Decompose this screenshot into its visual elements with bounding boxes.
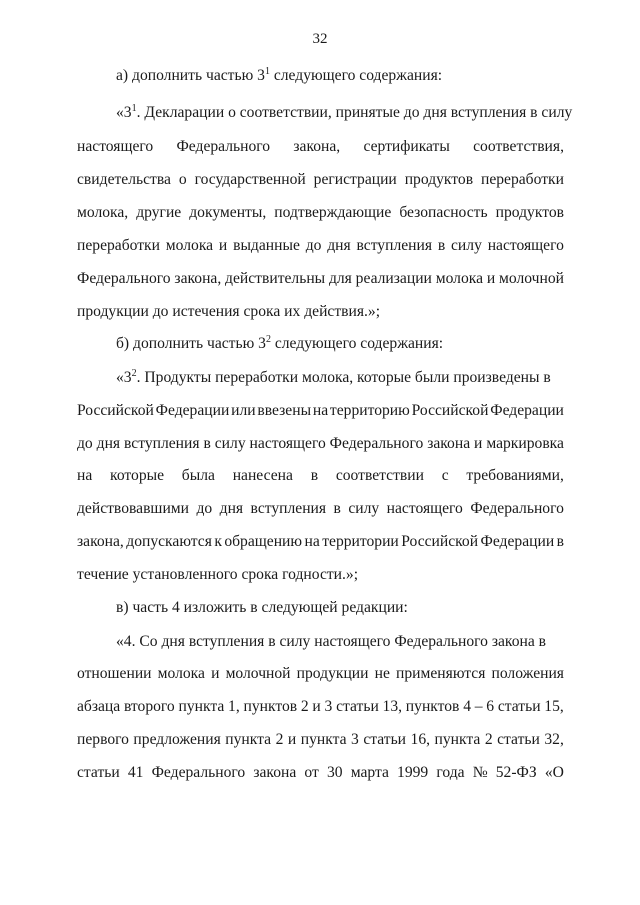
word: другие	[136, 204, 182, 221]
word: или	[231, 402, 256, 419]
word: статьи	[77, 764, 120, 781]
word: №	[472, 764, 488, 781]
section-a-quote-first-line: «$3^1$. Декларации о соответствии, принятые до дня вступления в силу	[116, 103, 573, 121]
word: 3	[351, 731, 359, 748]
section-c-line	[77, 664, 564, 684]
word: Российской	[401, 533, 479, 550]
section-b-line	[77, 401, 564, 421]
word: пункта	[300, 731, 347, 748]
word: Федерации	[490, 402, 564, 419]
word: молочной	[225, 665, 291, 682]
word: в	[437, 237, 446, 254]
section-c-intro: в) часть 4 изложить в следующей редакции:	[116, 599, 408, 616]
word: 52-ФЗ	[495, 764, 537, 781]
word: Федерации	[155, 402, 230, 419]
word: о	[178, 171, 187, 188]
word: статьи	[497, 698, 541, 715]
word: Федерального	[470, 500, 564, 517]
word: сертификаты	[363, 138, 450, 155]
word: настоящего	[249, 435, 326, 452]
word: силу	[451, 237, 482, 254]
word: в	[333, 500, 341, 517]
word: Российской	[77, 402, 154, 419]
word: 2	[275, 731, 284, 748]
word: закона,	[77, 533, 124, 550]
section-c-quote-first-line: «4. Со дня вступления в силу настоящего Федерального закона в	[116, 633, 547, 650]
word: продуктов	[404, 171, 474, 188]
word: вступления	[356, 237, 433, 254]
word: вступления	[250, 500, 327, 517]
word: закона,	[293, 138, 341, 155]
word: переработки	[480, 171, 564, 188]
word: маркировка	[486, 435, 564, 452]
word: территорию	[329, 402, 410, 419]
word: положения	[491, 665, 564, 682]
section-b-intro: б) дополнить частью $3^2$ следующего содержания:	[116, 334, 444, 352]
word: в	[203, 435, 211, 452]
word: предложения	[133, 731, 221, 748]
word: 2	[484, 731, 493, 748]
page-number: 32	[312, 31, 328, 47]
word: пункта	[178, 698, 225, 715]
word: Федерации	[480, 533, 555, 550]
word: и	[287, 731, 297, 748]
word: пунктов	[243, 698, 298, 715]
word: года	[436, 764, 465, 781]
word: Федерального	[329, 435, 424, 452]
section-b-last-line: течение установленного срока годности.»;	[77, 566, 359, 583]
word: 13,	[382, 698, 403, 715]
word: до	[77, 435, 93, 452]
word: и	[486, 270, 496, 287]
word: действовавшими	[77, 500, 189, 517]
section-b-line	[77, 466, 564, 486]
word: молока	[165, 237, 214, 254]
word: пункта	[434, 731, 481, 748]
word: 41	[127, 764, 144, 781]
word: 4	[463, 698, 471, 715]
word: нанесена	[232, 467, 293, 484]
word: документы,	[189, 204, 267, 221]
word: не	[374, 665, 390, 682]
section-c-line	[77, 697, 564, 717]
section-a-line	[77, 236, 564, 256]
section-b-line	[77, 434, 564, 454]
word: переработки	[77, 237, 160, 254]
word: и	[211, 665, 220, 682]
word: допускаются	[126, 533, 212, 550]
section-a-last-line: продукции до истечения срока их действия.»;	[77, 303, 381, 320]
word: закона	[253, 764, 297, 781]
word: Федерального	[176, 138, 271, 155]
word: вступления	[124, 435, 200, 452]
word: была	[181, 467, 215, 484]
word: до	[196, 500, 213, 517]
word: свидетельства	[77, 171, 171, 188]
word: от	[304, 764, 319, 781]
word: продуктов	[495, 204, 564, 221]
word: государственной	[194, 171, 306, 188]
word: молока	[157, 665, 205, 682]
word: закона	[427, 435, 471, 452]
section-b-quote-first-line: «$3^2$. Продукты переработки молока, которые были произведены в	[116, 368, 551, 386]
word: 32,	[544, 731, 564, 748]
word: статьи	[363, 731, 407, 748]
word: 6	[486, 698, 495, 715]
section-a-intro: а) дополнить частью $3^1$ следующего содержания:	[116, 66, 443, 84]
word: подтверждающие	[274, 204, 392, 221]
section-a-line	[77, 137, 564, 157]
word: выданные	[233, 237, 300, 254]
section-b-line	[77, 499, 564, 519]
word: настоящего	[77, 138, 154, 155]
section-a-line	[77, 170, 564, 190]
word: в	[556, 533, 564, 550]
word: до	[305, 237, 322, 254]
word: дня	[96, 435, 121, 452]
word: 2	[300, 698, 309, 715]
word: 1,	[228, 698, 240, 715]
word: которые	[110, 467, 165, 484]
word: 30	[326, 764, 343, 781]
word: и	[218, 237, 228, 254]
word: ввезены	[257, 402, 312, 419]
word: силу	[214, 435, 246, 452]
word: действительны	[225, 270, 326, 287]
word: второго	[123, 698, 175, 715]
word: 15,	[544, 698, 564, 715]
word: закона,	[174, 270, 222, 287]
word: продукции	[296, 665, 369, 682]
word: абзаца	[77, 698, 121, 715]
word: молока,	[77, 204, 129, 221]
word: 1999	[397, 764, 429, 781]
word: марта	[350, 764, 389, 781]
word: Российской	[411, 402, 489, 419]
word: –	[474, 698, 483, 715]
word: с	[441, 467, 449, 484]
word: дня	[219, 500, 244, 517]
word: на	[312, 402, 329, 419]
word: к	[214, 533, 222, 550]
word: молочной	[499, 270, 564, 287]
word: пункта	[225, 731, 272, 748]
word: статьи	[497, 731, 540, 748]
word: силу	[348, 500, 380, 517]
section-a-line	[77, 203, 564, 223]
section-b-line	[77, 532, 564, 552]
word: пунктов	[405, 698, 460, 715]
section-a-line	[77, 269, 564, 289]
word: на	[304, 533, 320, 550]
word: реализации	[355, 270, 432, 287]
word: «О	[544, 764, 564, 781]
word: дня	[327, 237, 351, 254]
word: обращению	[224, 533, 303, 550]
word: регистрации	[313, 171, 397, 188]
word: соответствии	[335, 467, 424, 484]
word: настоящего	[386, 500, 463, 517]
word: статьи	[336, 698, 379, 715]
word: первого	[77, 731, 129, 748]
word: в	[310, 467, 319, 484]
word: Федерального	[77, 270, 171, 287]
word: на	[77, 467, 93, 484]
word: и	[312, 698, 321, 715]
word: территории	[322, 533, 399, 550]
word: для	[328, 270, 352, 287]
word: Федерального	[151, 764, 246, 781]
word: 3	[324, 698, 333, 715]
word: требованиями,	[466, 467, 564, 484]
word: применяются	[396, 665, 486, 682]
section-c-line	[77, 763, 564, 783]
word: безопасность	[399, 204, 488, 221]
word: соответствия,	[473, 138, 564, 155]
word: молока	[435, 270, 484, 287]
word: отношении	[77, 665, 152, 682]
word: и	[474, 435, 483, 452]
word: настоящего	[487, 237, 564, 254]
section-c-line	[77, 730, 564, 750]
word: 16,	[410, 731, 431, 748]
